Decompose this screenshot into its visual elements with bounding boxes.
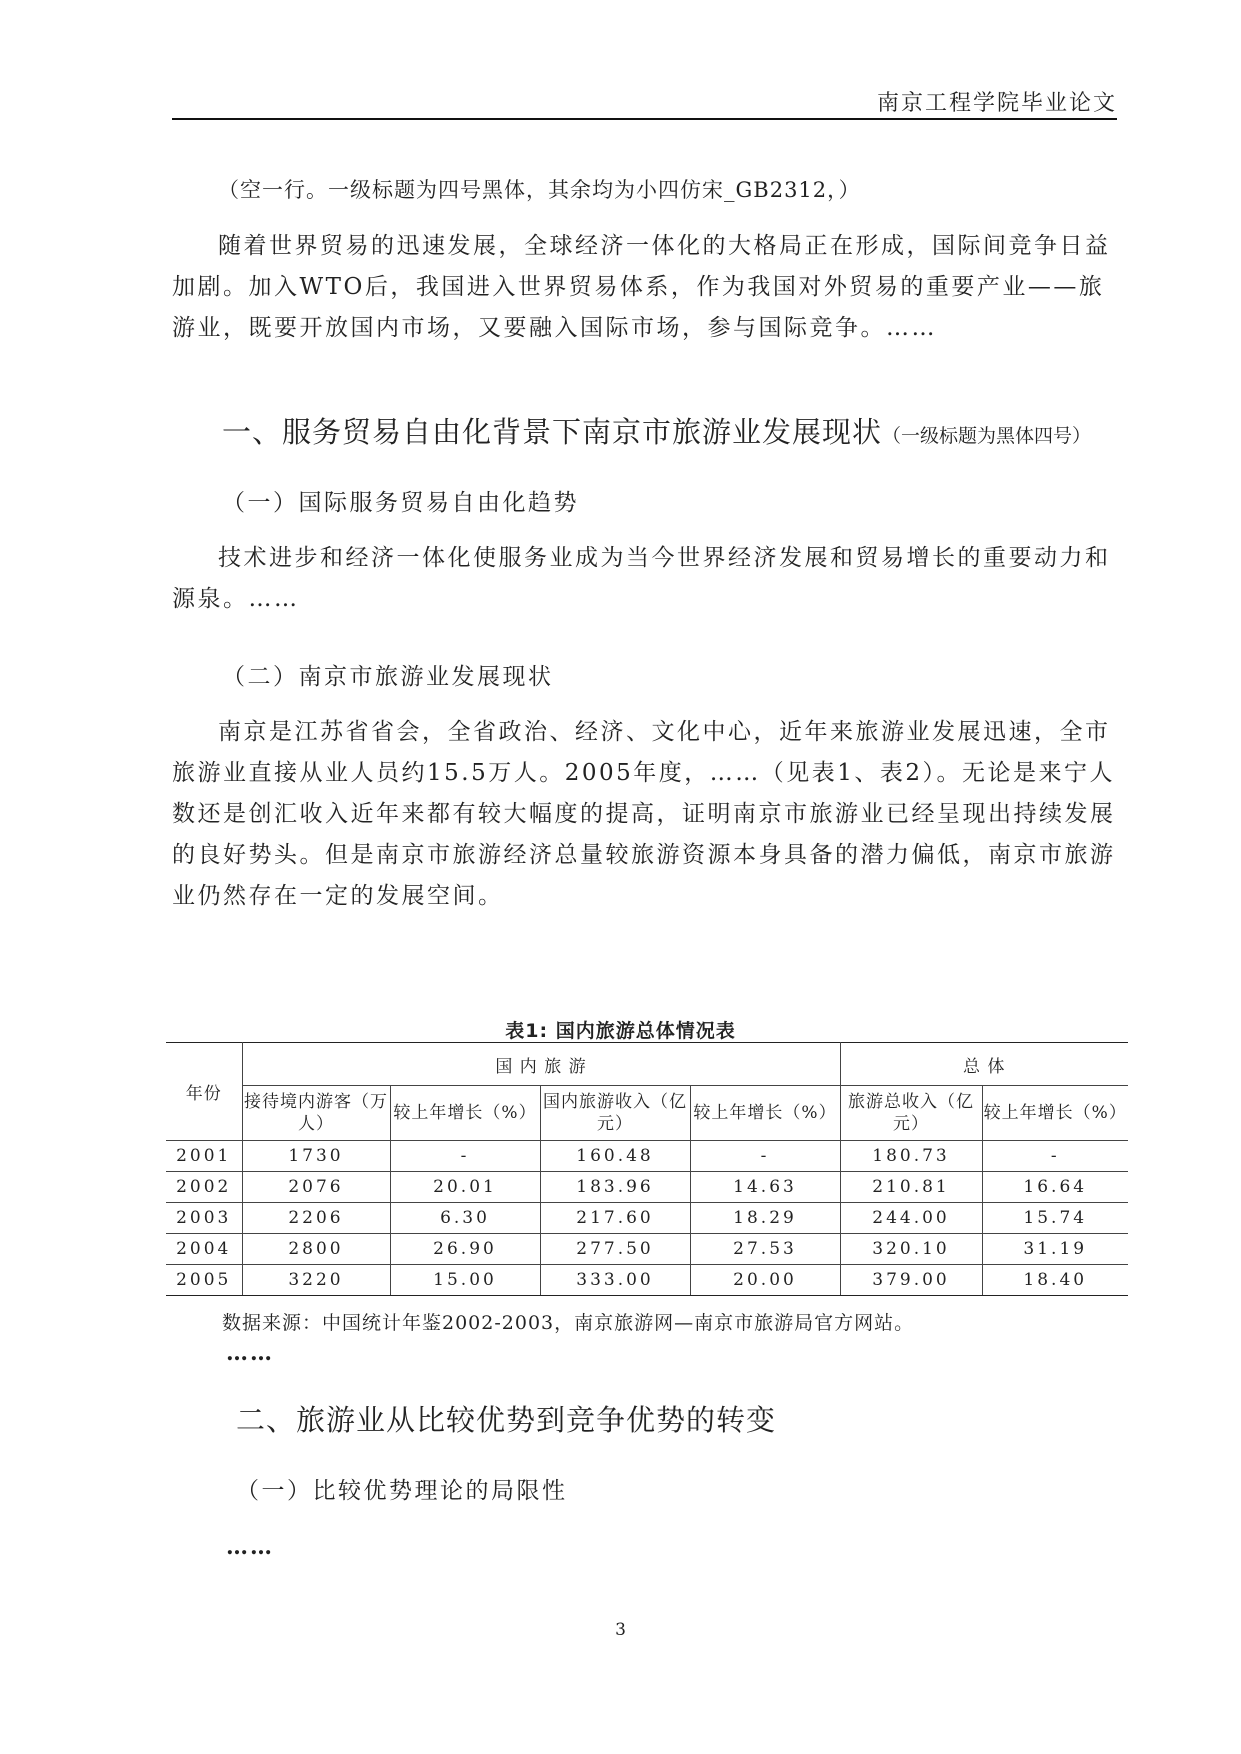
cell-growth-total-income: 18.40 xyxy=(982,1265,1128,1296)
table-row xyxy=(166,1234,1128,1265)
cell-year: 2005 xyxy=(166,1265,242,1296)
cell-year: 2004 xyxy=(166,1234,242,1265)
section1-title-note: （一级标题为黑体四号） xyxy=(882,425,1092,447)
cell-growth-total-income: 16.64 xyxy=(982,1172,1128,1203)
table-caption: 表1: 国内旅游总体情况表 xyxy=(505,1020,736,1042)
cell-domestic-income: 217.60 xyxy=(540,1203,690,1234)
table-row xyxy=(166,1265,1128,1296)
section1-heading xyxy=(222,410,1091,451)
cell-domestic-income: 183.96 xyxy=(540,1172,690,1203)
header-group-domestic: 国 内 旅 游 xyxy=(242,1043,840,1086)
table-ellipsis: …… xyxy=(226,1340,274,1366)
cell-year: 2003 xyxy=(166,1203,242,1234)
document-header-title: 南京工程学院毕业论文 xyxy=(876,91,1117,116)
section2-sub1-title: （一）比较优势理论的局限性 xyxy=(236,1478,568,1504)
cell-year: 2001 xyxy=(166,1141,242,1172)
header-year: 年份 xyxy=(166,1043,242,1141)
cell-domestic-income: 160.48 xyxy=(540,1141,690,1172)
cell-growth-domestic-income: 18.29 xyxy=(690,1203,840,1234)
section1-sub2-paragraph: 南京是江苏省省会，全省政治、经济、文化中心，近年来旅游业发展迅速，全市旅游业直接从业人员约15.5万人。2005年度，……（见表1、表2）。无论是来宁人数还是创汇收入近年来都有较大幅度的提高，证明南京市旅游业已经呈现出持续发展的良好势头。但是南京市旅游经济总量较旅游资源本身具备的潜力偏低，南京市旅游业仍然存在一定的发展空间。 xyxy=(172,719,1116,909)
cell-visitors: 3220 xyxy=(242,1265,390,1296)
cell-growth-visitors: 6.30 xyxy=(390,1203,540,1234)
cell-total-income: 320.10 xyxy=(840,1234,982,1265)
table-row xyxy=(166,1203,1128,1234)
table-source-note: 数据来源：中国统计年鉴2002-2003，南京旅游网—南京市旅游局官方网站。 xyxy=(222,1312,915,1334)
format-note: （空一行。一级标题为四号黑体，其余均为小四仿宋_GB2312，） xyxy=(218,178,861,202)
cell-visitors: 2076 xyxy=(242,1172,390,1203)
cell-growth-domestic-income: 20.00 xyxy=(690,1265,840,1296)
section1-sub1-title: （一）国际服务贸易自由化趋势 xyxy=(222,490,579,516)
cell-growth-total-income: 15.74 xyxy=(982,1203,1128,1234)
cell-growth-visitors: 20.01 xyxy=(390,1172,540,1203)
cell-visitors: 1730 xyxy=(242,1141,390,1172)
cell-year: 2002 xyxy=(166,1172,242,1203)
section1-sub1-paragraph: 技术进步和经济一体化使服务业成为当今世界经济发展和贸易增长的重要动力和源泉。…… xyxy=(172,545,1111,612)
cell-growth-total-income: - xyxy=(982,1141,1128,1172)
cell-growth-total-income: 31.19 xyxy=(982,1234,1128,1265)
cell-growth-visitors: 26.90 xyxy=(390,1234,540,1265)
cell-visitors: 2800 xyxy=(242,1234,390,1265)
cell-growth-domestic-income: 14.63 xyxy=(690,1172,840,1203)
intro-paragraph: 随着世界贸易的迅速发展，全球经济一体化的大格局正在形成，国际间竞争日益加剧。加入WTO后，我国进入世界贸易体系，作为我国对外贸易的重要产业——旅游业，既要开放国内市场，又要融入国际市场，参与国际竞争。…… xyxy=(172,233,1111,341)
header-visitors: 接待境内游客（万人） xyxy=(242,1086,390,1141)
table-row xyxy=(166,1172,1128,1203)
header-divider xyxy=(172,118,1117,120)
cell-domestic-income: 333.00 xyxy=(540,1265,690,1296)
section1-title: 一、服务贸易自由化背景下南京市旅游业发展现状 xyxy=(222,415,883,449)
cell-growth-domestic-income: - xyxy=(690,1141,840,1172)
cell-total-income: 180.73 xyxy=(840,1141,982,1172)
cell-growth-visitors: 15.00 xyxy=(390,1265,540,1296)
cell-growth-domestic-income: 27.53 xyxy=(690,1234,840,1265)
header-group-total: 总 体 xyxy=(840,1043,1128,1086)
page-number: 3 xyxy=(615,1620,626,1640)
section1-sub2-title: （二）南京市旅游业发展现状 xyxy=(222,664,554,690)
section2-title: 二、旅游业从比较优势到竞争优势的转变 xyxy=(236,1403,777,1437)
header-growth-domestic-income: 较上年增长（%） xyxy=(690,1086,840,1141)
cell-total-income: 244.00 xyxy=(840,1203,982,1234)
header-growth-visitors: 较上年增长（%） xyxy=(390,1086,540,1141)
cell-visitors: 2206 xyxy=(242,1203,390,1234)
header-total-income: 旅游总收入（亿元） xyxy=(840,1086,982,1141)
domestic-tourism-table xyxy=(166,1042,1128,1296)
header-domestic-income: 国内旅游收入（亿元） xyxy=(540,1086,690,1141)
cell-growth-visitors: - xyxy=(390,1141,540,1172)
table-row xyxy=(166,1141,1128,1172)
cell-domestic-income: 277.50 xyxy=(540,1234,690,1265)
cell-total-income: 210.81 xyxy=(840,1172,982,1203)
section2-ellipsis: …… xyxy=(226,1534,274,1560)
cell-total-income: 379.00 xyxy=(840,1265,982,1296)
header-growth-total-income: 较上年增长（%） xyxy=(982,1086,1128,1141)
